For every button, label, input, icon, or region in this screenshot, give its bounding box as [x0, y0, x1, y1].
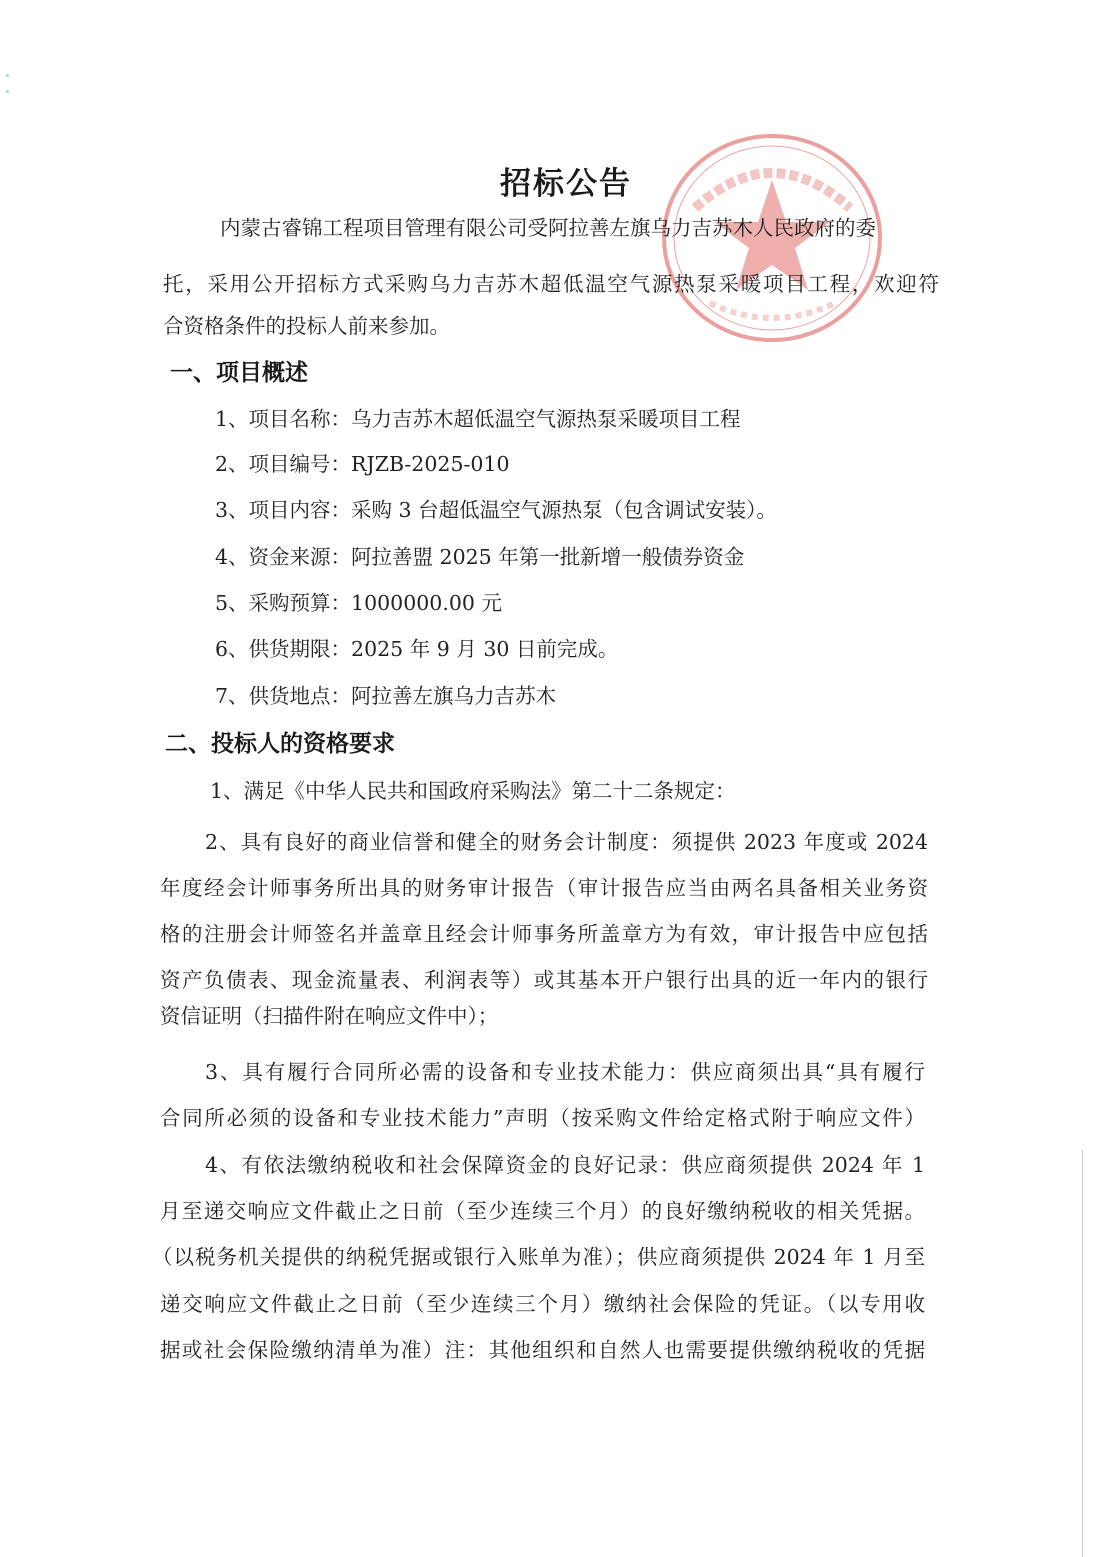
qualification-4-line-5: 据或社会保险缴纳清单为准）注：其他组织和自然人也需要提供缴纳税收的凭据	[160, 1338, 925, 1362]
scan-edge-line	[1082, 1150, 1083, 1557]
overview-item-location: 7、供货地点：阿拉善左旗乌力吉苏木	[215, 684, 557, 708]
section-heading-qualifications: 二、投标人的资格要求	[165, 731, 395, 757]
overview-item-number: 2、项目编号：RJZB-2025-010	[215, 452, 510, 476]
overview-item-name: 1、项目名称：乌力吉苏木超低温空气源热泵采暖项目工程	[215, 407, 741, 431]
overview-item-budget: 5、采购预算：1000000.00 元	[215, 591, 502, 615]
intro-line-1: 内蒙古睿锦工程项目管理有限公司受阿拉善左旗乌力吉苏木人民政府的委	[220, 216, 876, 240]
qualification-4-line-4: 递交响应文件截止之日前（至少连续三个月）缴纳社会保险的凭证。（以专用收	[160, 1292, 925, 1316]
scan-dot	[6, 90, 9, 93]
intro-line-3: 合资格条件的投标人前来参加。	[163, 314, 450, 338]
overview-item-deadline: 6、供货期限：2025 年 9 月 30 日前完成。	[215, 637, 619, 661]
intro-line-2: 托，采用公开招标方式采购乌力吉苏木超低温空气源热泵采暖项目工程，欢迎符	[163, 272, 939, 296]
qualification-2-line-5: 资信证明（扫描件附在响应文件中）；	[160, 1004, 499, 1028]
qualification-4-line-3: （以税务机关提供的纳税凭据或银行入账单为准）；供应商须提供 2024 年 1 月至	[152, 1245, 925, 1269]
section-heading-overview: 一、项目概述	[170, 360, 308, 386]
qualification-2-line-1: 2、具有良好的商业信誉和健全的财务会计制度：须提供 2023 年度或 2024	[205, 830, 928, 854]
page-title: 招标公告	[500, 166, 632, 202]
qualification-4-line-2: 月至递交响应文件截止之日前（至少连续三个月）的良好缴纳税收的相关凭据。	[160, 1199, 925, 1223]
qualification-2-line-4: 资产负债表、现金流量表、利润表等）或其基本开户银行出具的近一年内的银行	[160, 968, 928, 992]
qualification-4-line-1: 4、有依法缴纳税收和社会保障资金的良好记录：供应商须提供 2024 年 1	[205, 1153, 925, 1177]
qualification-3-line-2: 合同所必须的设备和专业技术能力”声明（按采购文件给定格式附于响应文件）	[160, 1106, 925, 1130]
qualification-3-line-1: 3、具有履行合同所必需的设备和专业技术能力：供应商须出具“具有履行	[205, 1060, 925, 1084]
scan-dot	[6, 74, 9, 77]
qualification-1: 1、满足《中华人民共和国政府采购法》第二十二条规定：	[210, 779, 736, 803]
qualification-2-line-2: 年度经会计师事务所出具的财务审计报告（审计报告应当由两名具备相关业务资	[160, 876, 928, 900]
overview-item-funding: 4、资金来源：阿拉善盟 2025 年第一批新增一般债券资金	[215, 545, 745, 569]
qualification-2-line-3: 格的注册会计师签名并盖章且经会计师事务所盖章方为有效，审计报告中应包括	[160, 922, 928, 946]
overview-item-content: 3、项目内容：采购 3 台超低温空气源热泵（包含调试安装）。	[215, 498, 777, 522]
